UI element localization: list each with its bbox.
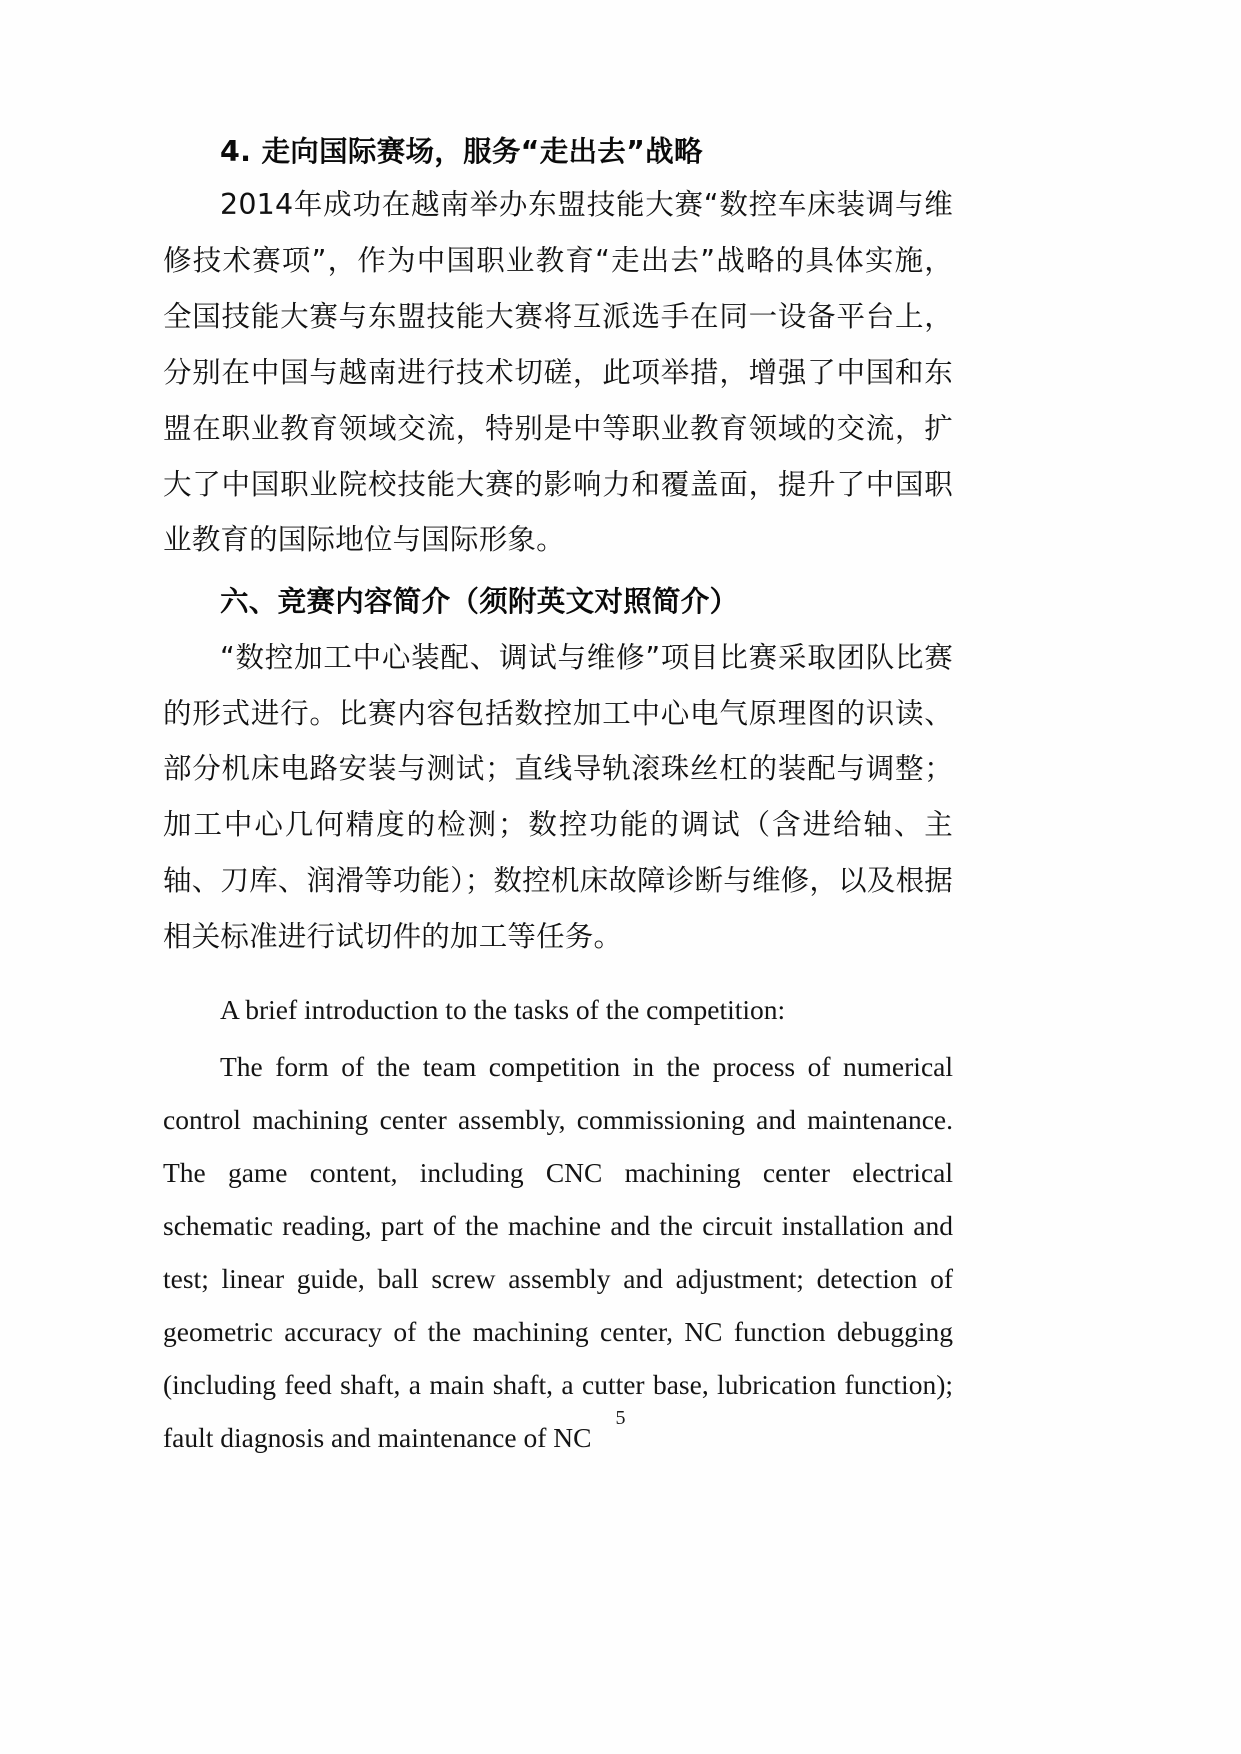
section-heading-6: 六、竞赛内容简介（须附英文对照简介） bbox=[220, 585, 739, 619]
section-heading-4: 4. 走向国际赛场，服务“走出去”战略 bbox=[220, 135, 703, 168]
section-paragraph-4: 2014年成功在越南举办东盟技能大赛“数控车床装调与维修技术赛项”，作为中国职业教育“走出去”战略的具体实施，全国技能大赛与东盟技能大赛将互派选手在同一设备平台上，分别在中国与越南进行技术切磋，此项举措，增强了中国和东盟在职业教育领域交流，特别是中等职业教育领域的交流，扩大了中国职业院校技能大赛的影响力和覆盖面，提升了中国职业教育的国际地位与国际形象。 bbox=[163, 188, 953, 557]
section-paragraph-6: “数控加工中心装配、调试与维修”项目比赛采取团队比赛的形式进行。比赛内容包括数控加工中心电气原理图的识读、部分机床电路安装与测试；直线导轨滚珠丝杠的装配与调整；加工中心几何精度的检测；数控功能的调试（含进给轴、主轴、刀库、润滑等功能）；数控机床故障诊断与维修，以及根据相关标准进行试切件的加工等任务。 bbox=[163, 640, 953, 953]
english-intro-paragraph: A brief introduction to the tasks of the competition: bbox=[220, 993, 786, 1025]
english-body-paragraph: The form of the team competition in the process of numerical control machining center assembly, commissioning and maintenance. The game content, including CNC machining center electrical schematic reading, part of the machine and the circuit installation and test; linear guide, ball screw assembly and adjustment; detection of geometric accuracy of the machining center, NC function debugging (including feed shaft, a main shaft, a cutter base, lubrication function); fault diagnosis and maintenance of NC bbox=[163, 1050, 953, 1454]
page-number: 5 bbox=[615, 1407, 626, 1429]
page-content bbox=[163, 132, 953, 1464]
paragraph-spacer bbox=[163, 965, 953, 973]
